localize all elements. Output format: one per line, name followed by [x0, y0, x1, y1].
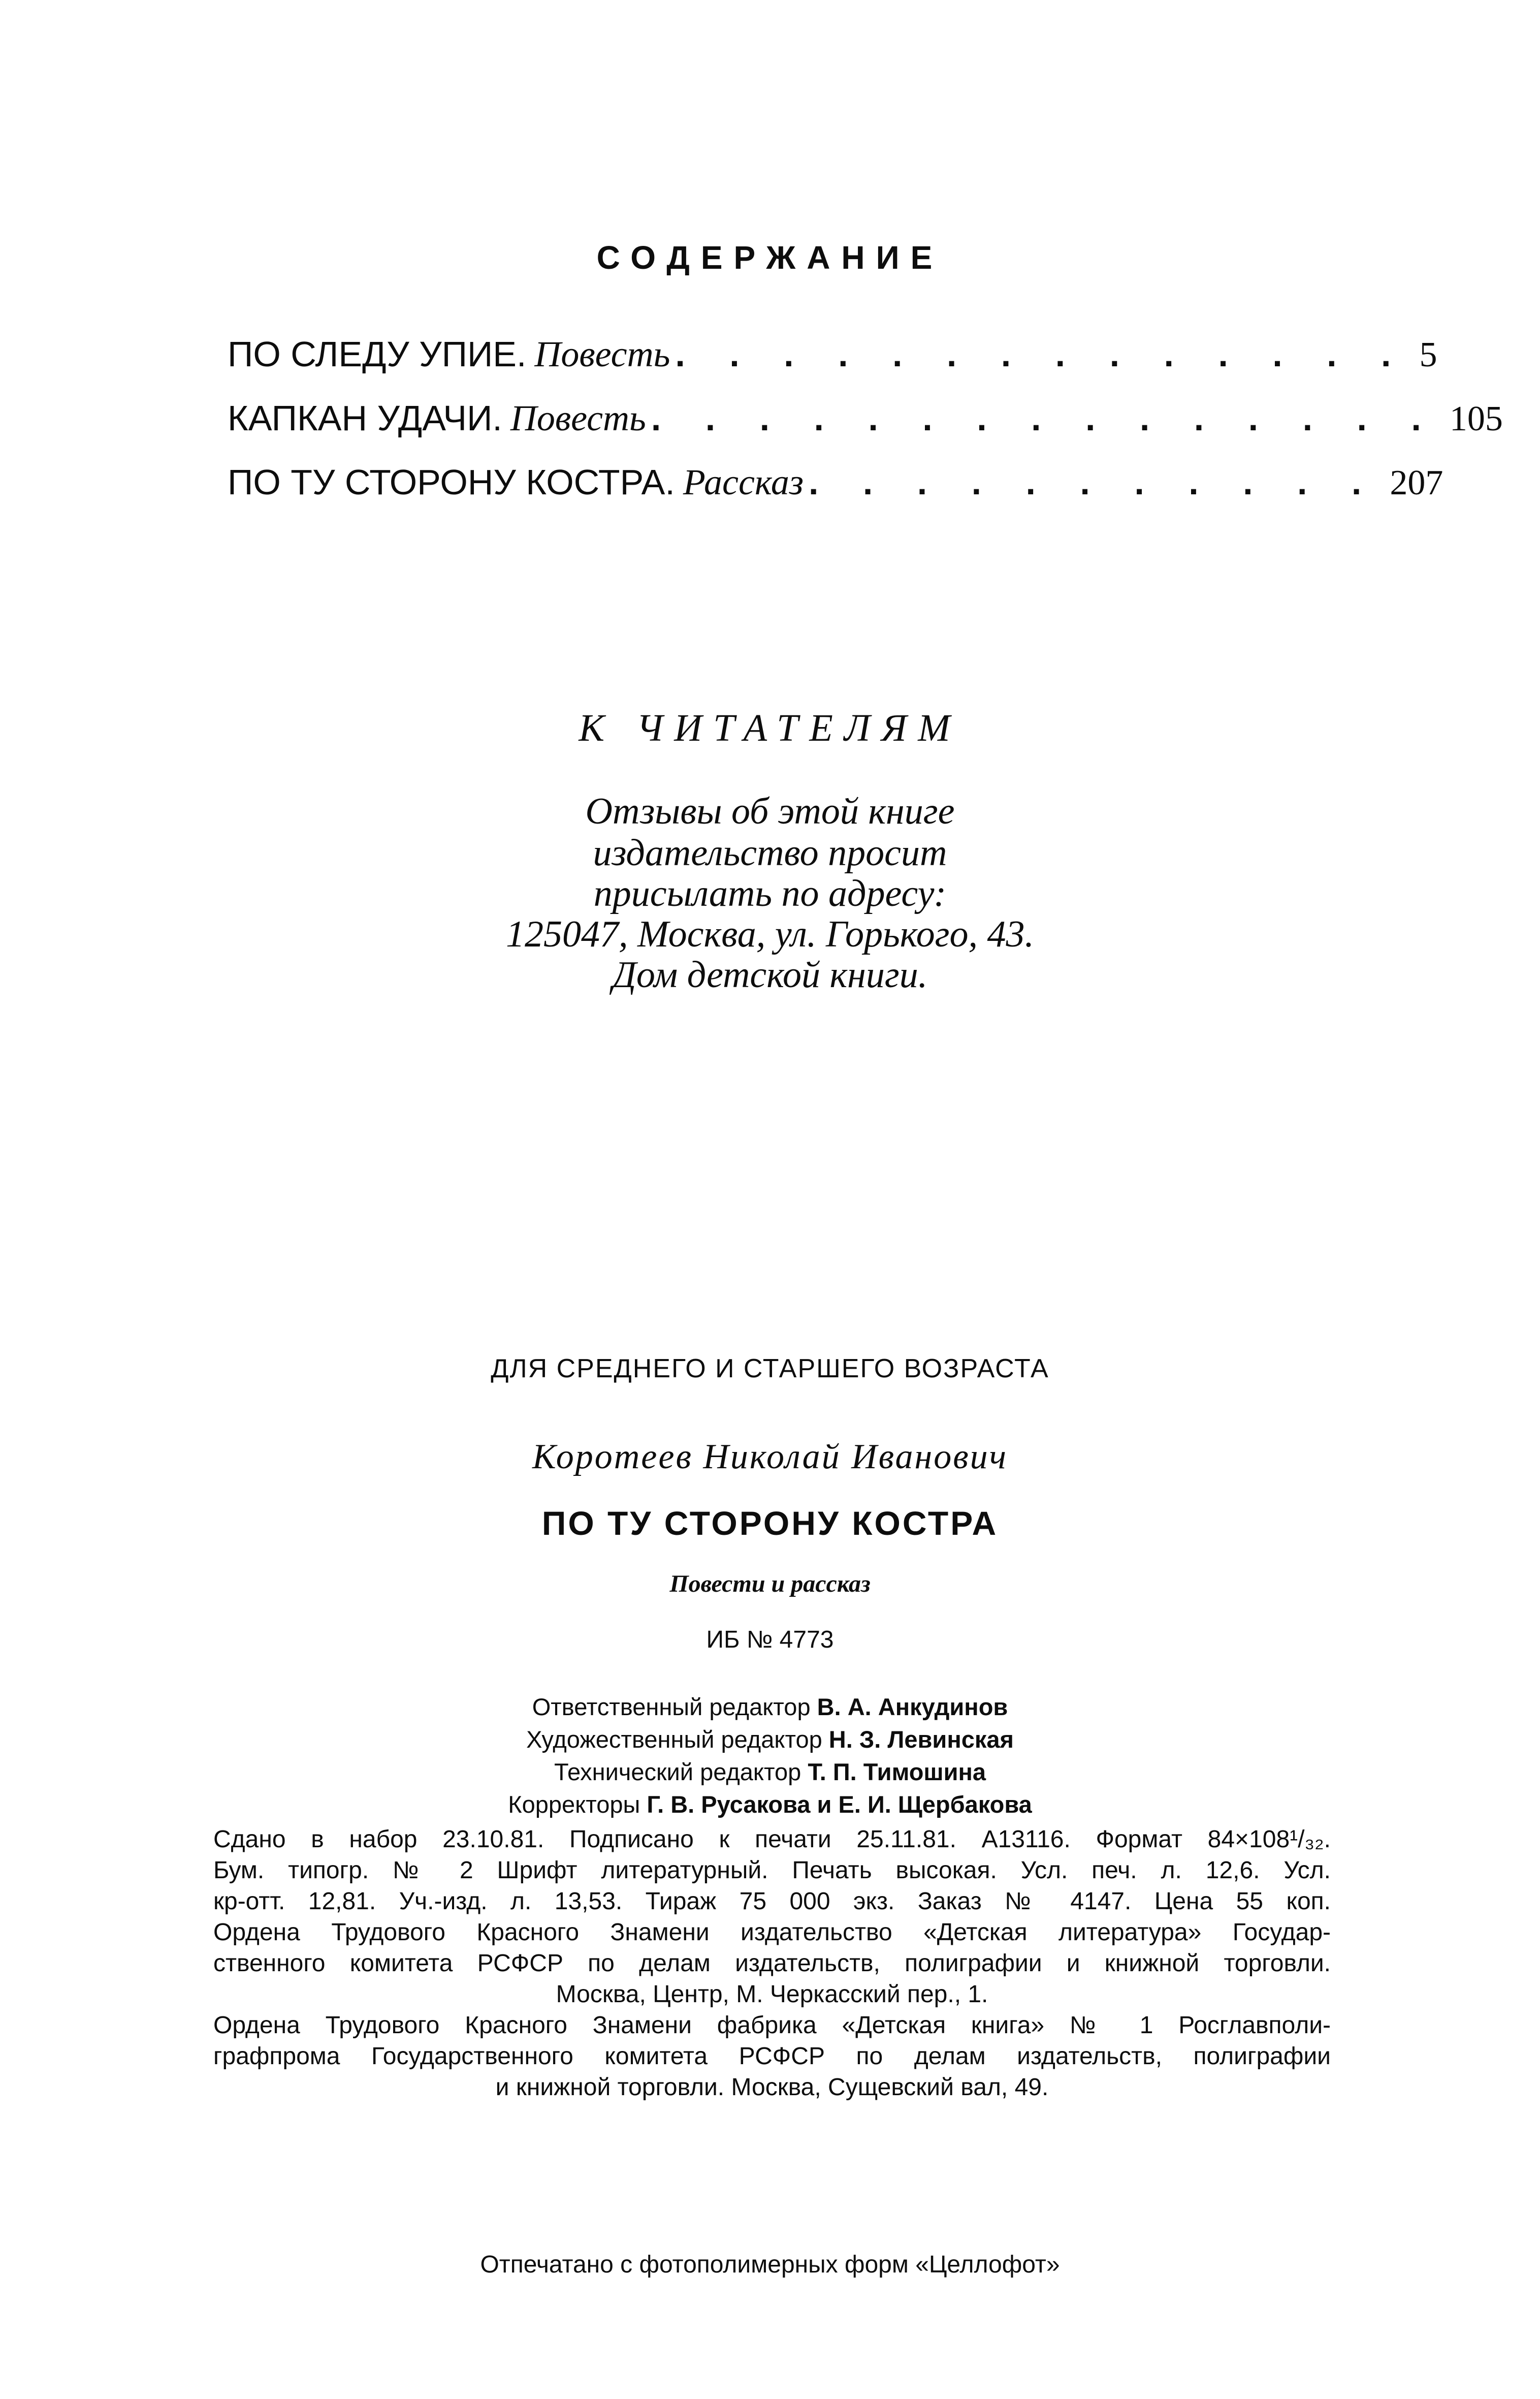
- staff-role: Художественный редактор: [526, 1726, 822, 1753]
- details-line: графпрома Государственного комитета РСФСР по делам издательств, полиграфии: [213, 2043, 1331, 2070]
- staff-role: Корректоры: [508, 1791, 640, 1818]
- staff-name: Н. З. Левинская: [828, 1726, 1014, 1753]
- readers-line: 125047, Москва, ул. Горького, 43.: [506, 913, 1034, 955]
- staff-name: В. А. Анкудинов: [817, 1693, 1008, 1720]
- readers-line: издательство просит: [593, 832, 947, 874]
- readers-line: присылать по адресу:: [593, 873, 947, 914]
- printing-note: Отпечатано с фотополимерных форм «Целлофот»: [480, 2251, 1060, 2278]
- details-line: Сдано в набор 23.10.81. Подписано к печати 25.11.81. А13116. Формат 84×108¹/₃₂.: [213, 1826, 1331, 1853]
- staff-line: [0, 1756, 1540, 1788]
- readers-line: Отзывы об этой книге: [585, 791, 955, 832]
- book-subtitle: Повести и рассказ: [669, 1570, 871, 1597]
- toc-leader-dots: . . . . . . . . . . . . . . .: [651, 398, 1438, 438]
- details-line: ственного комитета РСФСР по делам издательств, полиграфии и книжной торговли.: [213, 1950, 1331, 1977]
- toc-entry-page: 105: [1449, 399, 1503, 438]
- table-of-contents: [228, 333, 1503, 525]
- toc-entry-title: КАПКАН УДАЧИ.: [228, 398, 502, 438]
- toc-entry-title: ПО ТУ СТОРОНУ КОСТРА.: [228, 462, 675, 502]
- readers-line: Дом детской книги.: [612, 954, 928, 996]
- publication-details: [213, 1824, 1331, 2103]
- staff-name: Г. В. Русакова и Е. И. Щербакова: [647, 1791, 1032, 1818]
- details-line: кр-отт. 12,81. Уч.-изд. л. 13,53. Тираж 75 000 экз. Заказ № 4147. Цена 55 коп.: [213, 1888, 1331, 1915]
- staff-role: Ответственный редактор: [532, 1693, 811, 1720]
- author-name: Коротеев Николай Иванович: [532, 1437, 1008, 1476]
- editorial-staff: [0, 1691, 1540, 1821]
- toc-entry-genre: Повесть: [510, 398, 646, 438]
- toc-entry[interactable]: [228, 397, 1503, 461]
- toc-entry-genre: Повесть: [534, 334, 670, 374]
- details-line: Москва, Центр, М. Черкасский пер., 1.: [556, 1981, 988, 2008]
- ib-number: ИБ № 4773: [706, 1626, 834, 1653]
- details-line: Ордена Трудового Красного Знамени издательство «Детская литература» Государ-: [213, 1919, 1331, 1946]
- details-line: Ордена Трудового Красного Знамени фабрика «Детская книга» № 1 Росглавполи-: [213, 2012, 1331, 2039]
- toc-entry-genre: Рассказ: [683, 462, 804, 502]
- age-group-label: ДЛЯ СРЕДНЕГО И СТАРШЕГО ВОЗРАСТА: [491, 1354, 1049, 1383]
- toc-entry-page: 5: [1419, 335, 1437, 374]
- toc-leader-dots: . . . . . . . . . . .: [808, 462, 1379, 502]
- toc-leader-dots: . . . . . . . . . . . . . .: [675, 334, 1408, 374]
- toc-entry[interactable]: [228, 333, 1437, 397]
- staff-role: Технический редактор: [554, 1758, 801, 1785]
- toc-entry-title: ПО СЛЕДУ УПИЕ.: [228, 334, 527, 374]
- readers-heading: К ЧИТАТЕЛЯМ: [579, 707, 961, 749]
- staff-line: [0, 1691, 1540, 1723]
- toc-entry[interactable]: [228, 461, 1443, 525]
- details-line: Бум. типогр. № 2 Шрифт литературный. Печать высокая. Усл. печ. л. 12,6. Усл.: [213, 1857, 1331, 1884]
- staff-name: Т. П. Тимошина: [808, 1758, 986, 1785]
- toc-entry-page: 207: [1390, 463, 1443, 502]
- contents-heading: СОДЕРЖАНИЕ: [596, 239, 944, 276]
- details-line: и книжной торговли. Москва, Сущевский вал, 49.: [495, 2074, 1049, 2101]
- book-title: ПО ТУ СТОРОНУ КОСТРА: [541, 1504, 999, 1542]
- staff-line: [0, 1723, 1540, 1756]
- staff-line: [0, 1788, 1540, 1821]
